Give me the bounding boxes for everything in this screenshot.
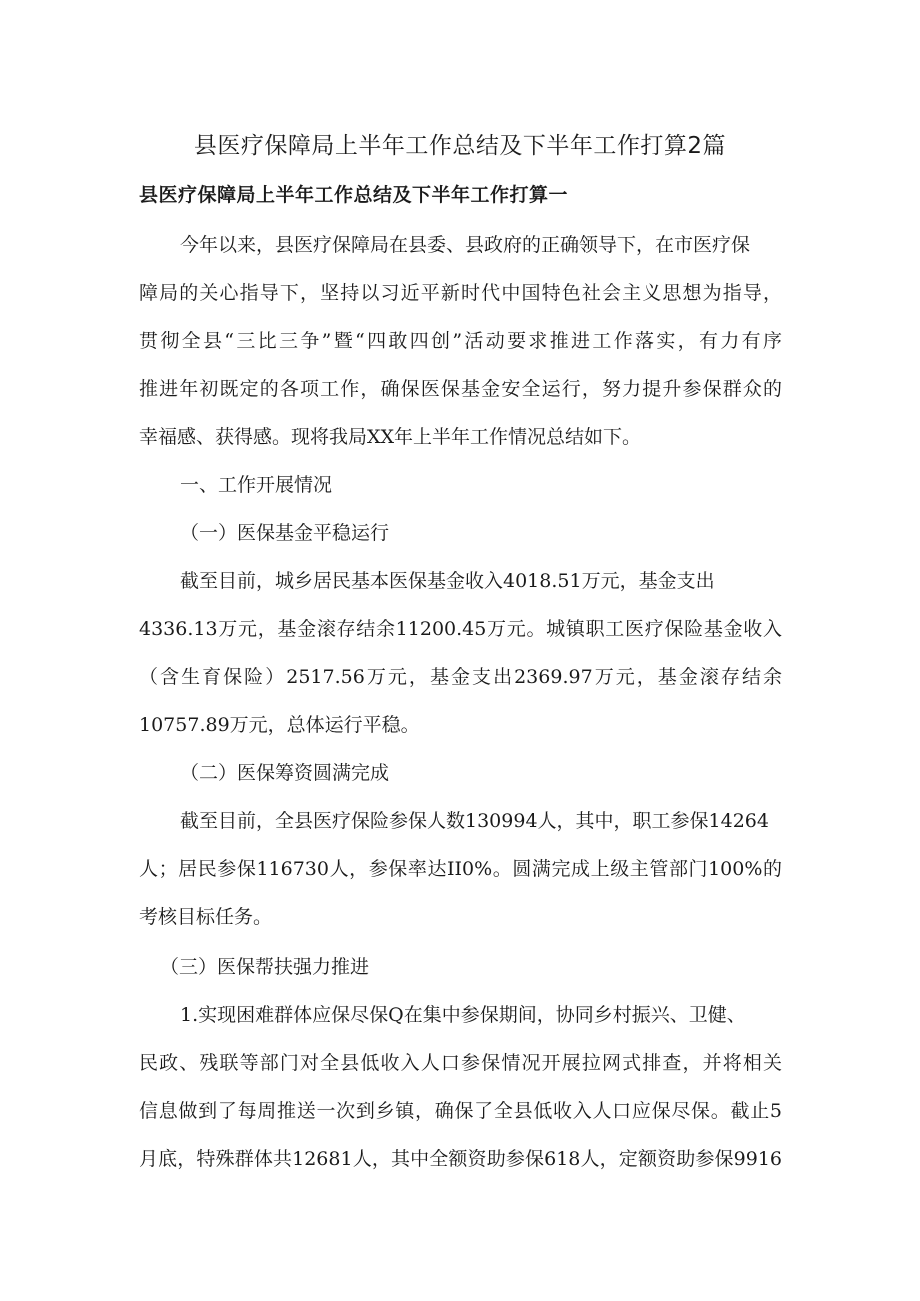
paragraph-line: 截至目前，城乡居民基本医保基金收入4018.51万元，基金支出 bbox=[180, 570, 715, 592]
subsection-heading: （一）医保基金平稳运行 bbox=[180, 522, 390, 544]
paragraph-line: 今年以来，县医疗保障局在县委、县政府的正确领导下，在市医疗保 bbox=[180, 234, 751, 256]
section-heading: 一、工作开展情况 bbox=[180, 474, 333, 496]
paragraph-line: 民政、残联等部门对全县低收入人口参保情况开展拉网式排查，并将相关 bbox=[139, 1052, 782, 1074]
section-subtitle: 县医疗保障局上半年工作总结及下半年工作打算一 bbox=[139, 184, 569, 206]
paragraph-line: 考核目标任务。 bbox=[139, 906, 273, 928]
paragraph-line: 截至目前，全县医疗保险参保人数130994人，其中，职工参保14264 bbox=[180, 810, 769, 832]
document-title: 县医疗保障局上半年工作总结及下半年工作打算2篇 bbox=[193, 133, 727, 159]
paragraph-line: 1.实现困难群体应保尽保Q在集中参保期间，协同乡村振兴、卫健、 bbox=[180, 1004, 746, 1026]
subsection-heading: （二）医保筹资圆满完成 bbox=[180, 762, 390, 784]
paragraph-line: 信息做到了每周推送一次到乡镇，确保了全县低收入人口应保尽保。截止5 bbox=[139, 1100, 782, 1122]
paragraph-line: 贯彻全县“三比三争”暨“四敢四创”活动要求推进工作落实，有力有序 bbox=[139, 330, 782, 352]
paragraph-line: 10757.89万元，总体运行平稳。 bbox=[139, 714, 420, 736]
paragraph-line: 障局的关心指导下，坚持以习近平新时代中国特色社会主义思想为指导， bbox=[139, 282, 782, 304]
paragraph-line: 4336.13万元，基金滚存结余11200.45万元。城镇职工医疗保险基金收入 bbox=[139, 618, 782, 640]
paragraph-line: 人；居民参保116730人，参保率达II0%。圆满完成上级主管部门100%的 bbox=[139, 858, 782, 880]
paragraph-line: 推进年初既定的各项工作，确保医保基金安全运行，努力提升参保群众的 bbox=[139, 378, 782, 400]
paragraph-line: （含生育保险）2517.56万元，基金支出2369.97万元，基金滚存结余 bbox=[139, 666, 782, 688]
subsection-heading: （三）医保帮扶强力推进 bbox=[160, 956, 370, 978]
paragraph-line: 月底，特殊群体共12681人，其中全额资助参保618人，定额资助参保9916 bbox=[139, 1148, 782, 1170]
paragraph-line: 幸福感、获得感。现将我局XX年上半年工作情况总结如下。 bbox=[139, 426, 642, 448]
